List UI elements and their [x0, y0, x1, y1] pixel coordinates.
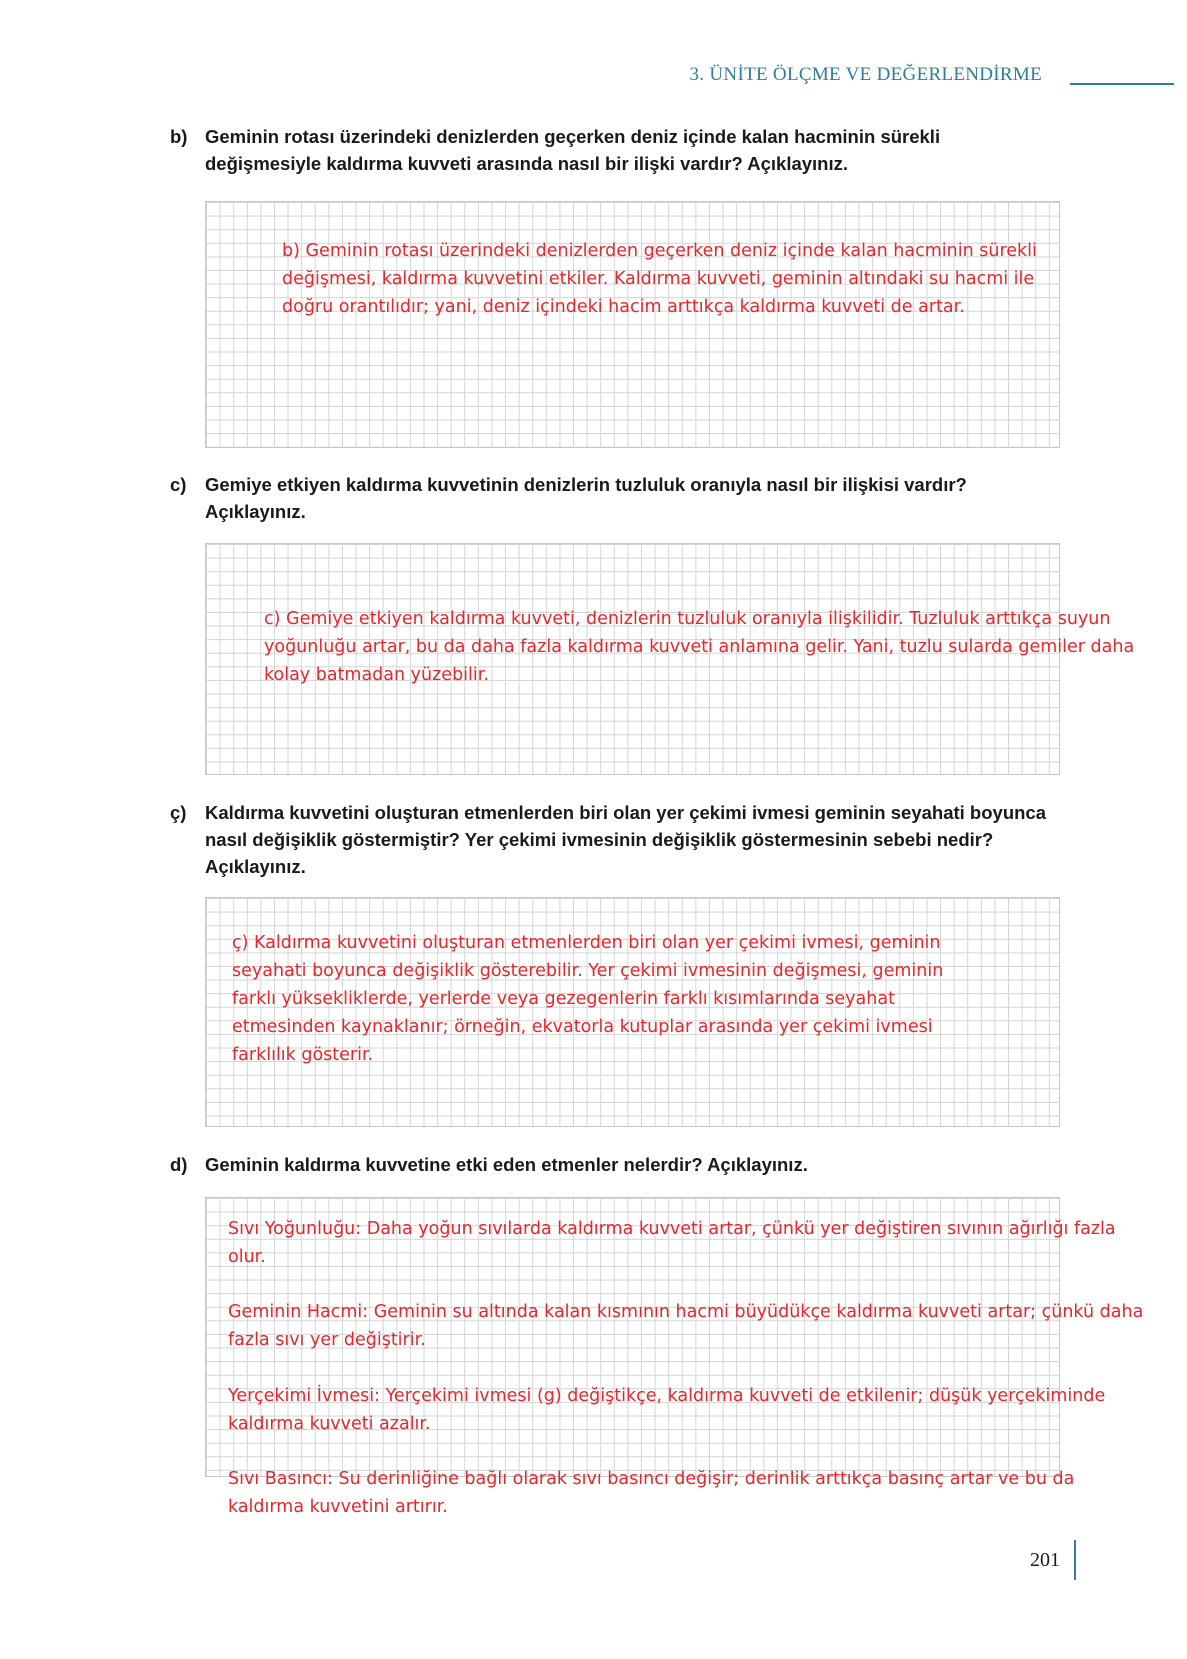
- question-label: d): [170, 1154, 188, 1175]
- header-rule: [1070, 83, 1174, 85]
- unit-title: 3. ÜNİTE ÖLÇME VE DEĞERLENDİRME: [689, 64, 1042, 85]
- question-d: [170, 1151, 1070, 1179]
- answer-c: c) Gemiye etkiyen kaldırma kuvveti, denizlerin tuzluluk oranıyla ilişkilidir. Tuzluluk arttıkça suyun yoğunluğu artar, bu da daha fazla kaldırma kuvveti anlamına gelir. Yani, tuzlu sularda gemiler daha kolay batmadan yüzebilir.: [264, 609, 1135, 685]
- question-b: [170, 123, 1070, 179]
- question-text: Gemiye etkiyen kaldırma kuvvetinin denizlerin tuzluluk oranıyla nasıl bir ilişkisi vardır? Açıklayınız.: [205, 474, 967, 522]
- question-cc: [170, 799, 1070, 883]
- question-text: Geminin kaldırma kuvvetine etki eden etmenler nelerdir? Açıklayınız.: [205, 1154, 808, 1175]
- answer-cc: ç) Kaldırma kuvvetini oluşturan etmenlerden biri olan yer çekimi ivmesi, geminin seyahati boyunca değişiklik gösterebilir. Yer çekimi ivmesinin değişmesi, geminin farklı yüksekliklerde, yerlerde veya gezegenlerin farklı kısımlarında seyahat etmesinden kaynaklanır; örneğin, ekvatorla kutuplar arasında yer çekimi ivmesi farklılık gösterir.: [232, 933, 944, 1065]
- page-header: [600, 64, 1160, 94]
- question-label: c): [170, 474, 187, 495]
- question-text: Kaldırma kuvvetini oluşturan etmenlerden biri olan yer çekimi ivmesi geminin seyahati boyunca nasıl değişiklik göstermiştir? Yer çekimi ivmesinin değişiklik göstermesinin sebebi nedir? Açıklayınız.: [205, 802, 1047, 877]
- page-number: 201: [1030, 1549, 1060, 1571]
- answer-d-density: Sıvı Yoğunluğu: Daha yoğun sıvılarda kaldırma kuvveti artar, çünkü yer değiştiren sıvının ağırlığı fazla olur.: [228, 1219, 1116, 1267]
- question-c: [170, 471, 1070, 527]
- answer-d-pressure: Sıvı Basıncı: Su derinliğine bağlı olarak sıvı basıncı değişir; derinlik arttıkça basınç artar ve bu da kaldırma kuvvetini artırır.: [228, 1469, 1075, 1517]
- question-label: b): [170, 126, 188, 147]
- answer-d-volume: Geminin Hacmi: Geminin su altında kalan kısmının hacmi büyüdükçe kaldırma kuvveti artar; çünkü daha fazla sıvı yer değiştirir.: [228, 1302, 1144, 1350]
- answer-b: b) Geminin rotası üzerindeki denizlerden geçerken deniz içinde kalan hacminin sürekli değişmesi, kaldırma kuvvetini etkiler. Kaldırma kuvveti, geminin altındaki su hacmi ile doğru orantılıdır; yani, deniz içindeki hacim arttıkça kaldırma kuvveti de artar.: [282, 241, 1037, 317]
- page-number-rule: [1074, 1540, 1076, 1580]
- answer-d-gravity: Yerçekimi İvmesi: Yerçekimi ivmesi (g) değiştikçe, kaldırma kuvveti de etkilenir; düşük yerçekiminde kaldırma kuvveti azalır.: [228, 1386, 1106, 1434]
- question-text: Geminin rotası üzerindeki denizlerden geçerken deniz içinde kalan hacminin sürekli değişmesiyle kaldırma kuvveti arasında nasıl bir ilişki vardır? Açıklayınız.: [205, 126, 941, 174]
- question-label: ç): [170, 802, 187, 823]
